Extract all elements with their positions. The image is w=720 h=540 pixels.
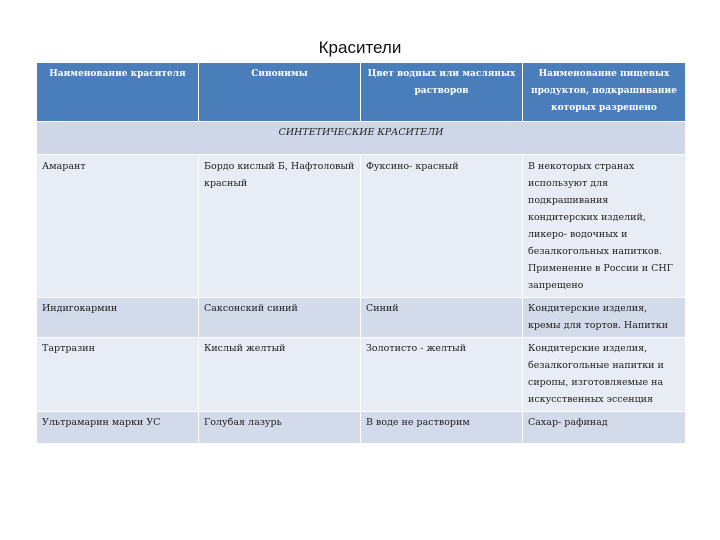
header-food-products: Наименование пищевых продуктов, подкрашивание которых разрешено xyxy=(523,63,686,122)
header-dye-name: Наименование красителя xyxy=(37,63,199,122)
section-title: СИНТЕТИЧЕСКИЕ КРАСИТЕЛИ xyxy=(37,122,686,155)
section-row xyxy=(37,122,686,155)
cell-solution-color: Фуксино- красный xyxy=(361,155,523,298)
cell-dye-name: Амарант xyxy=(37,155,199,298)
cell-synonyms: Голубая лазурь xyxy=(199,412,361,444)
table-row xyxy=(37,155,686,298)
table-header-row xyxy=(37,63,686,122)
header-synonyms: Синонимы xyxy=(199,63,361,122)
dyes-table xyxy=(36,62,686,444)
cell-synonyms: Бордо кислый Б, Нафтоловый красный xyxy=(199,155,361,298)
table-row xyxy=(37,412,686,444)
cell-synonyms: Кислый желтый xyxy=(199,338,361,412)
page-title: Красители xyxy=(318,38,402,57)
cell-food-products: Сахар- рафинад xyxy=(523,412,686,444)
header-solution-color: Цвет водных или масляных растворов xyxy=(361,63,523,122)
table-row xyxy=(37,298,686,338)
cell-dye-name: Индигокармин xyxy=(37,298,199,338)
cell-food-products: В некоторых странах используют для подкрашивания кондитерских изделий, ликеро- водочных и безалкогольных напитков. Применение в России и СНГ запрещено xyxy=(523,155,686,298)
cell-solution-color: Золотисто - желтый xyxy=(361,338,523,412)
table-row xyxy=(37,338,686,412)
cell-food-products: Кондитерские изделия, безалкогольные напитки и сиропы, изготовляемые на искусственных эссенция xyxy=(523,338,686,412)
cell-synonyms: Саксонский синий xyxy=(199,298,361,338)
cell-food-products: Кондитерские изделия, кремы для тортов. Напитки xyxy=(523,298,686,338)
cell-solution-color: В воде не растворим xyxy=(361,412,523,444)
cell-solution-color: Синий xyxy=(361,298,523,338)
cell-dye-name: Тартразин xyxy=(37,338,199,412)
cell-dye-name: Ультрамарин марки УС xyxy=(37,412,199,444)
